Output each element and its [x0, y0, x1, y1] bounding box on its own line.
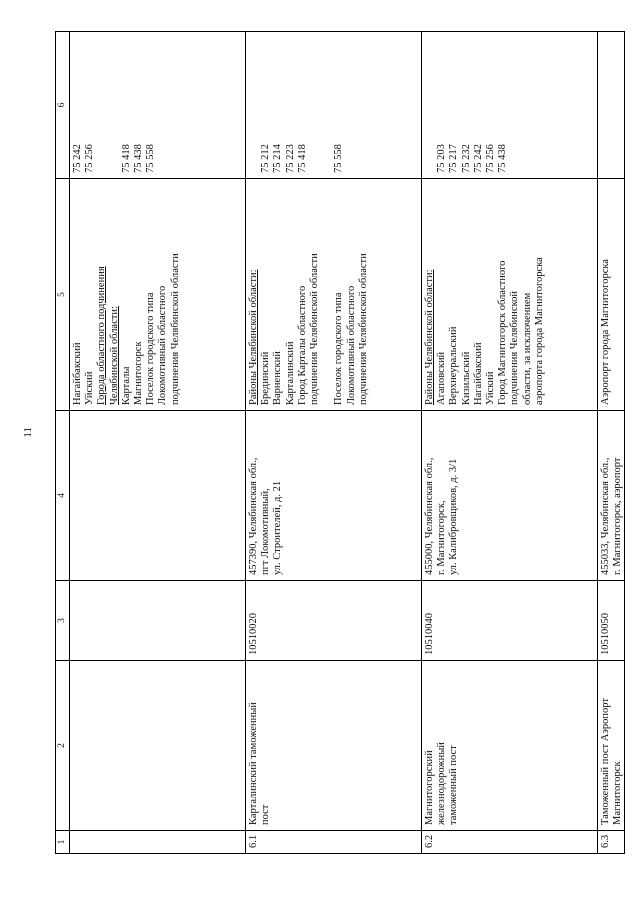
oktmo-code	[109, 35, 121, 173]
address-cell	[598, 411, 625, 581]
oktmo-code: 75 214	[272, 144, 284, 173]
oktmo-code: 75 217	[448, 144, 460, 173]
table-row	[422, 32, 598, 854]
oktmo-code: 75 256	[484, 144, 496, 173]
territory-cell	[246, 179, 422, 411]
oktmo-code: 75 256	[84, 144, 96, 173]
oktmo-code	[157, 35, 169, 173]
post-name-cell	[598, 661, 625, 831]
column-header: 3	[56, 581, 70, 661]
address-cell	[422, 411, 598, 581]
oktmo-code	[309, 35, 321, 173]
territory-line: Нагайбакский	[472, 342, 484, 405]
column-header: 5	[56, 179, 70, 411]
row-number: 6.1	[248, 834, 259, 848]
page-number: 11	[22, 427, 34, 438]
oktmo-code: 75 242	[72, 144, 83, 173]
column-header: 6	[56, 32, 70, 179]
territory-line: Агаповский	[436, 351, 448, 405]
territory-line: подчинения Челябинской	[509, 290, 521, 405]
territory-cell	[70, 179, 246, 411]
post-name-cell	[422, 661, 598, 831]
territory-line: Варненский	[272, 351, 284, 405]
table-row	[70, 32, 246, 854]
territory-line: аэропорта города Магнитогорска	[533, 257, 545, 405]
territory-line: Город Карталы областного	[296, 285, 308, 405]
header-row	[56, 32, 70, 854]
post-name-line: пост	[260, 804, 272, 825]
territory-line: Челябинской области:	[108, 306, 120, 405]
row-number-cell	[70, 831, 246, 854]
territory-line: подчинения Челябинской области	[308, 253, 320, 405]
territory-cell	[422, 179, 598, 411]
territory-line: подчинения Челябинской области	[357, 253, 369, 405]
table-container	[55, 32, 624, 854]
territory-line	[321, 182, 333, 405]
customs-table	[55, 31, 625, 854]
post-name-line: Таможенный пост Аэропорт	[600, 698, 611, 825]
post-code: 10510040	[424, 613, 435, 655]
table-row	[246, 32, 422, 854]
oktmo-code: 75 438	[132, 144, 144, 173]
oktmo-codes-cell	[246, 32, 422, 179]
oktmo-code	[248, 35, 260, 173]
post-code: 10510020	[248, 613, 259, 655]
address-line: пгт Локомотивный,	[260, 488, 272, 575]
post-code-cell	[422, 581, 598, 661]
row-number-cell	[422, 831, 598, 854]
post-name-line: Магнитогорский	[424, 750, 435, 825]
oktmo-codes-cell	[598, 32, 625, 179]
address-line: 455033, Челябинская обл.,	[600, 457, 611, 575]
territory-line: Аэропорт города Магнитогорска	[600, 259, 611, 405]
post-code-cell	[598, 581, 625, 661]
territory-line: Локомотивный областного	[157, 285, 169, 405]
table-row	[598, 32, 625, 854]
territory-line: Уйский	[84, 371, 96, 405]
oktmo-code: 75 418	[120, 144, 132, 173]
post-code-cell	[246, 581, 422, 661]
oktmo-code: 75 418	[296, 144, 308, 173]
oktmo-code	[170, 35, 182, 173]
territory-line: Города областного подчинения	[96, 266, 108, 405]
territory-line: Поселок городского типа	[145, 292, 157, 405]
territory-line: Нагайбакский	[72, 342, 83, 405]
post-name-line: железнодорожный	[436, 742, 448, 825]
row-number: 6.3	[600, 834, 611, 848]
territory-line: Брединский	[260, 351, 272, 405]
post-name-cell	[70, 661, 246, 831]
oktmo-code: 75 558	[333, 144, 345, 173]
oktmo-code	[358, 35, 370, 173]
territory-line: Локомотивный областного	[345, 285, 357, 405]
row-number: 6.2	[424, 834, 435, 848]
oktmo-code	[424, 35, 436, 173]
address-line: 457390, Челябинская обл.,	[248, 457, 259, 575]
territory-line: Магнитогорск	[132, 341, 144, 405]
territory-line: Кизильский	[460, 351, 472, 405]
territory-line: Город Магнитогорск областного	[497, 260, 509, 405]
address-line: ул. Строителей, д. 21	[272, 480, 284, 575]
post-code	[72, 584, 84, 655]
post-name-line: Карталинский таможенный	[248, 702, 259, 825]
address-cell	[70, 411, 246, 581]
territory-line: Районы Челябинской области:	[424, 269, 435, 405]
address-line: 455000, Челябинская обл.,	[424, 457, 435, 575]
row-number-cell	[598, 831, 625, 854]
territory-line: Верхнеуральский	[448, 326, 460, 405]
oktmo-code	[534, 35, 546, 173]
oktmo-code: 75 232	[460, 144, 472, 173]
address-cell	[246, 411, 422, 581]
column-header: 1	[56, 831, 70, 854]
post-name-line: таможенный пост	[448, 745, 460, 825]
territory-cell	[598, 179, 625, 411]
oktmo-code	[346, 35, 358, 173]
post-code-cell	[70, 581, 246, 661]
post-name-cell	[246, 661, 422, 831]
territory-line: Карталинский	[284, 341, 296, 405]
row-number-cell	[246, 831, 422, 854]
oktmo-code: 75 203	[436, 144, 448, 173]
oktmo-code	[321, 35, 333, 173]
oktmo-code	[509, 35, 521, 173]
territory-line: Карталы	[120, 366, 132, 405]
post-code: 10510050	[600, 613, 611, 655]
post-name-line: Магнитогорск	[612, 761, 624, 825]
oktmo-codes-cell	[422, 32, 598, 179]
column-header: 2	[56, 661, 70, 831]
oktmo-code: 75 558	[145, 144, 157, 173]
territory-line: области, за исключением	[521, 292, 533, 405]
territory-line: подчинения Челябинской области	[169, 253, 181, 405]
oktmo-code: 75 212	[260, 144, 272, 173]
oktmo-codes-cell	[70, 32, 246, 179]
address-line: ул. Калибровщиков, д. 3/1	[448, 458, 460, 575]
territory-line: Поселок городского типа	[333, 292, 345, 405]
oktmo-code: 75 438	[497, 144, 509, 173]
address-line: г. Магнитогорск, аэропорт	[612, 457, 624, 575]
oktmo-code: 75 242	[472, 144, 484, 173]
territory-line: Районы Челябинской области:	[248, 269, 259, 405]
oktmo-code	[522, 35, 534, 173]
territory-line: Уйский	[484, 371, 496, 405]
column-header: 4	[56, 411, 70, 581]
address-line: г. Магнитогорск,	[436, 500, 448, 575]
oktmo-code	[96, 35, 108, 173]
oktmo-code: 75 223	[284, 144, 296, 173]
row-number	[72, 834, 84, 848]
